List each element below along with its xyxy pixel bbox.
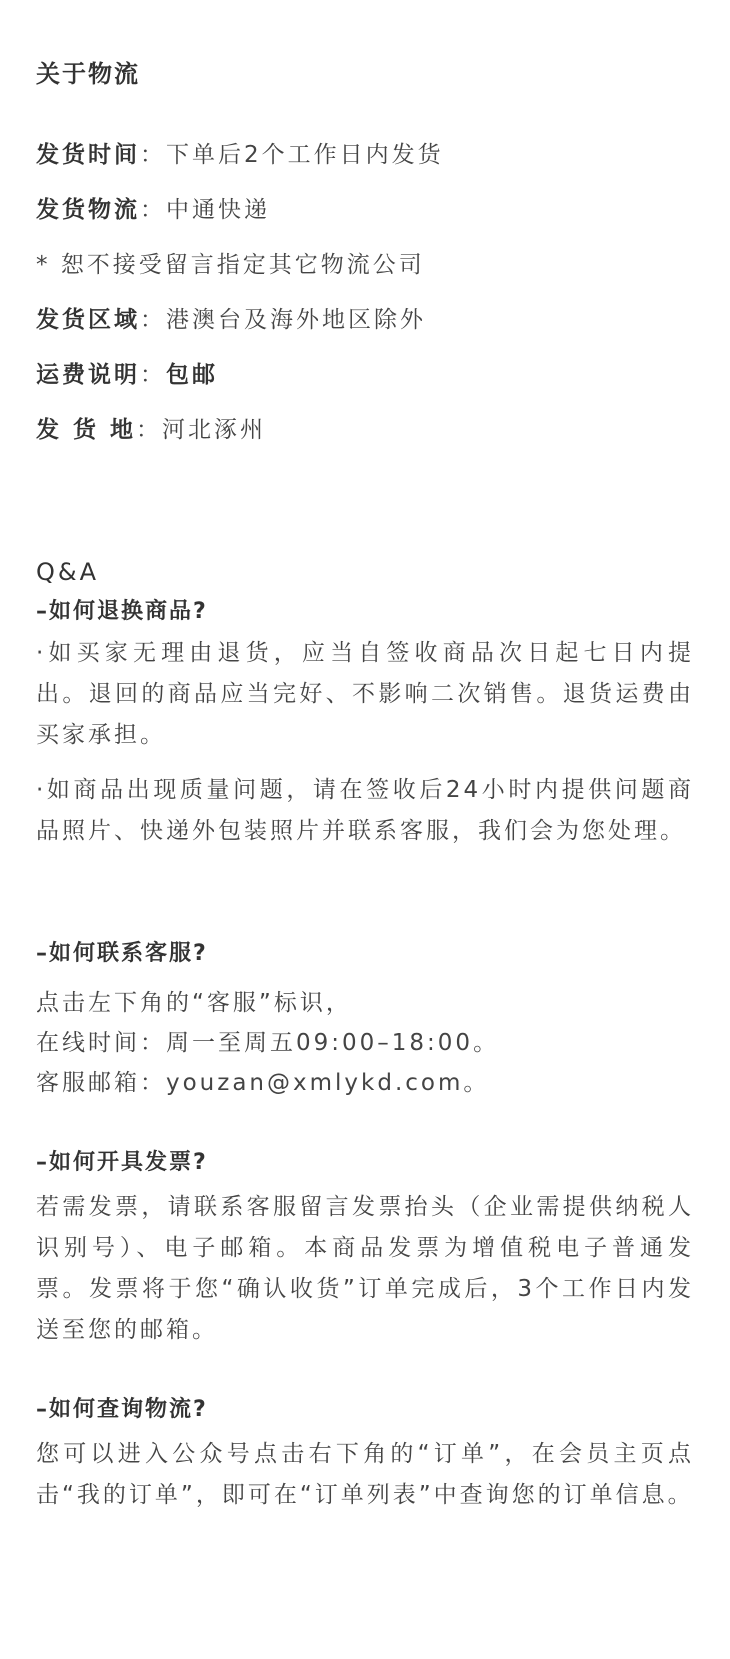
separator: ： (140, 307, 166, 333)
carrier-label: 发货物流 (36, 197, 140, 223)
shipping-fee-value: 包邮 (166, 362, 218, 388)
ship-time-row (36, 136, 444, 169)
ship-time-label: 发货时间 (36, 142, 140, 168)
invoice-answer: 若需发票，请联系客服留言发票抬头（企业需提供纳税人识别号）、电子邮箱。本商品发票为增值税电子普通发票。发票将于您“确认收货”订单完成后，3个工作日内发送至您的邮箱。 (36, 1194, 694, 1343)
service-question: –如何联系客服? (36, 941, 208, 966)
tracking-answer: 您可以进入公众号点击右下角的“订单”，在会员主页点击“我的订单”，即可在“订单列表”中查询您的订单信息。 (36, 1441, 694, 1508)
separator: ： (136, 417, 163, 443)
carrier-note: * 恕不接受留言指定其它物流公司 (36, 252, 425, 278)
ship-time-value: 下单后2个工作日内发货 (166, 142, 444, 168)
origin-row (36, 411, 266, 444)
carrier-value: 中通快递 (166, 197, 270, 223)
service-email-line: 客服邮箱：youzan@xmlykd.com。 (36, 1070, 490, 1096)
service-line-1: 点击左下角的“客服”标识， (36, 990, 352, 1016)
logistics-heading: 关于物流 (36, 60, 140, 88)
shipping-fee-row (36, 356, 218, 389)
region-label: 发货区域 (36, 307, 140, 333)
origin-label: 发 货 地 (36, 417, 137, 443)
tracking-question: –如何查询物流? (36, 1397, 208, 1422)
separator: ： (140, 362, 166, 388)
separator: ： (140, 142, 166, 168)
returns-answer-1: ·如买家无理由退货，应当自签收商品次日起七日内提出。退回的商品应当完好、不影响二次销售。退货运费由买家承担。 (36, 640, 694, 748)
returns-question: –如何退换商品? (36, 599, 208, 624)
separator: ： (140, 197, 166, 223)
carrier-row (36, 191, 270, 224)
invoice-question: –如何开具发票? (36, 1150, 208, 1175)
origin-value: 河北涿州 (162, 417, 267, 443)
region-row (36, 301, 426, 334)
service-line-2: 在线时间：周一至周五09:00–18:00。 (36, 1030, 500, 1056)
qa-heading: Q&A (36, 558, 100, 586)
region-value: 港澳台及海外地区除外 (166, 307, 426, 333)
returns-answer-2: ·如商品出现质量问题，请在签收后24小时内提供问题商品照片、快递外包装照片并联系客服，我们会为您处理。 (36, 777, 694, 844)
shipping-fee-label: 运费说明 (36, 362, 140, 388)
